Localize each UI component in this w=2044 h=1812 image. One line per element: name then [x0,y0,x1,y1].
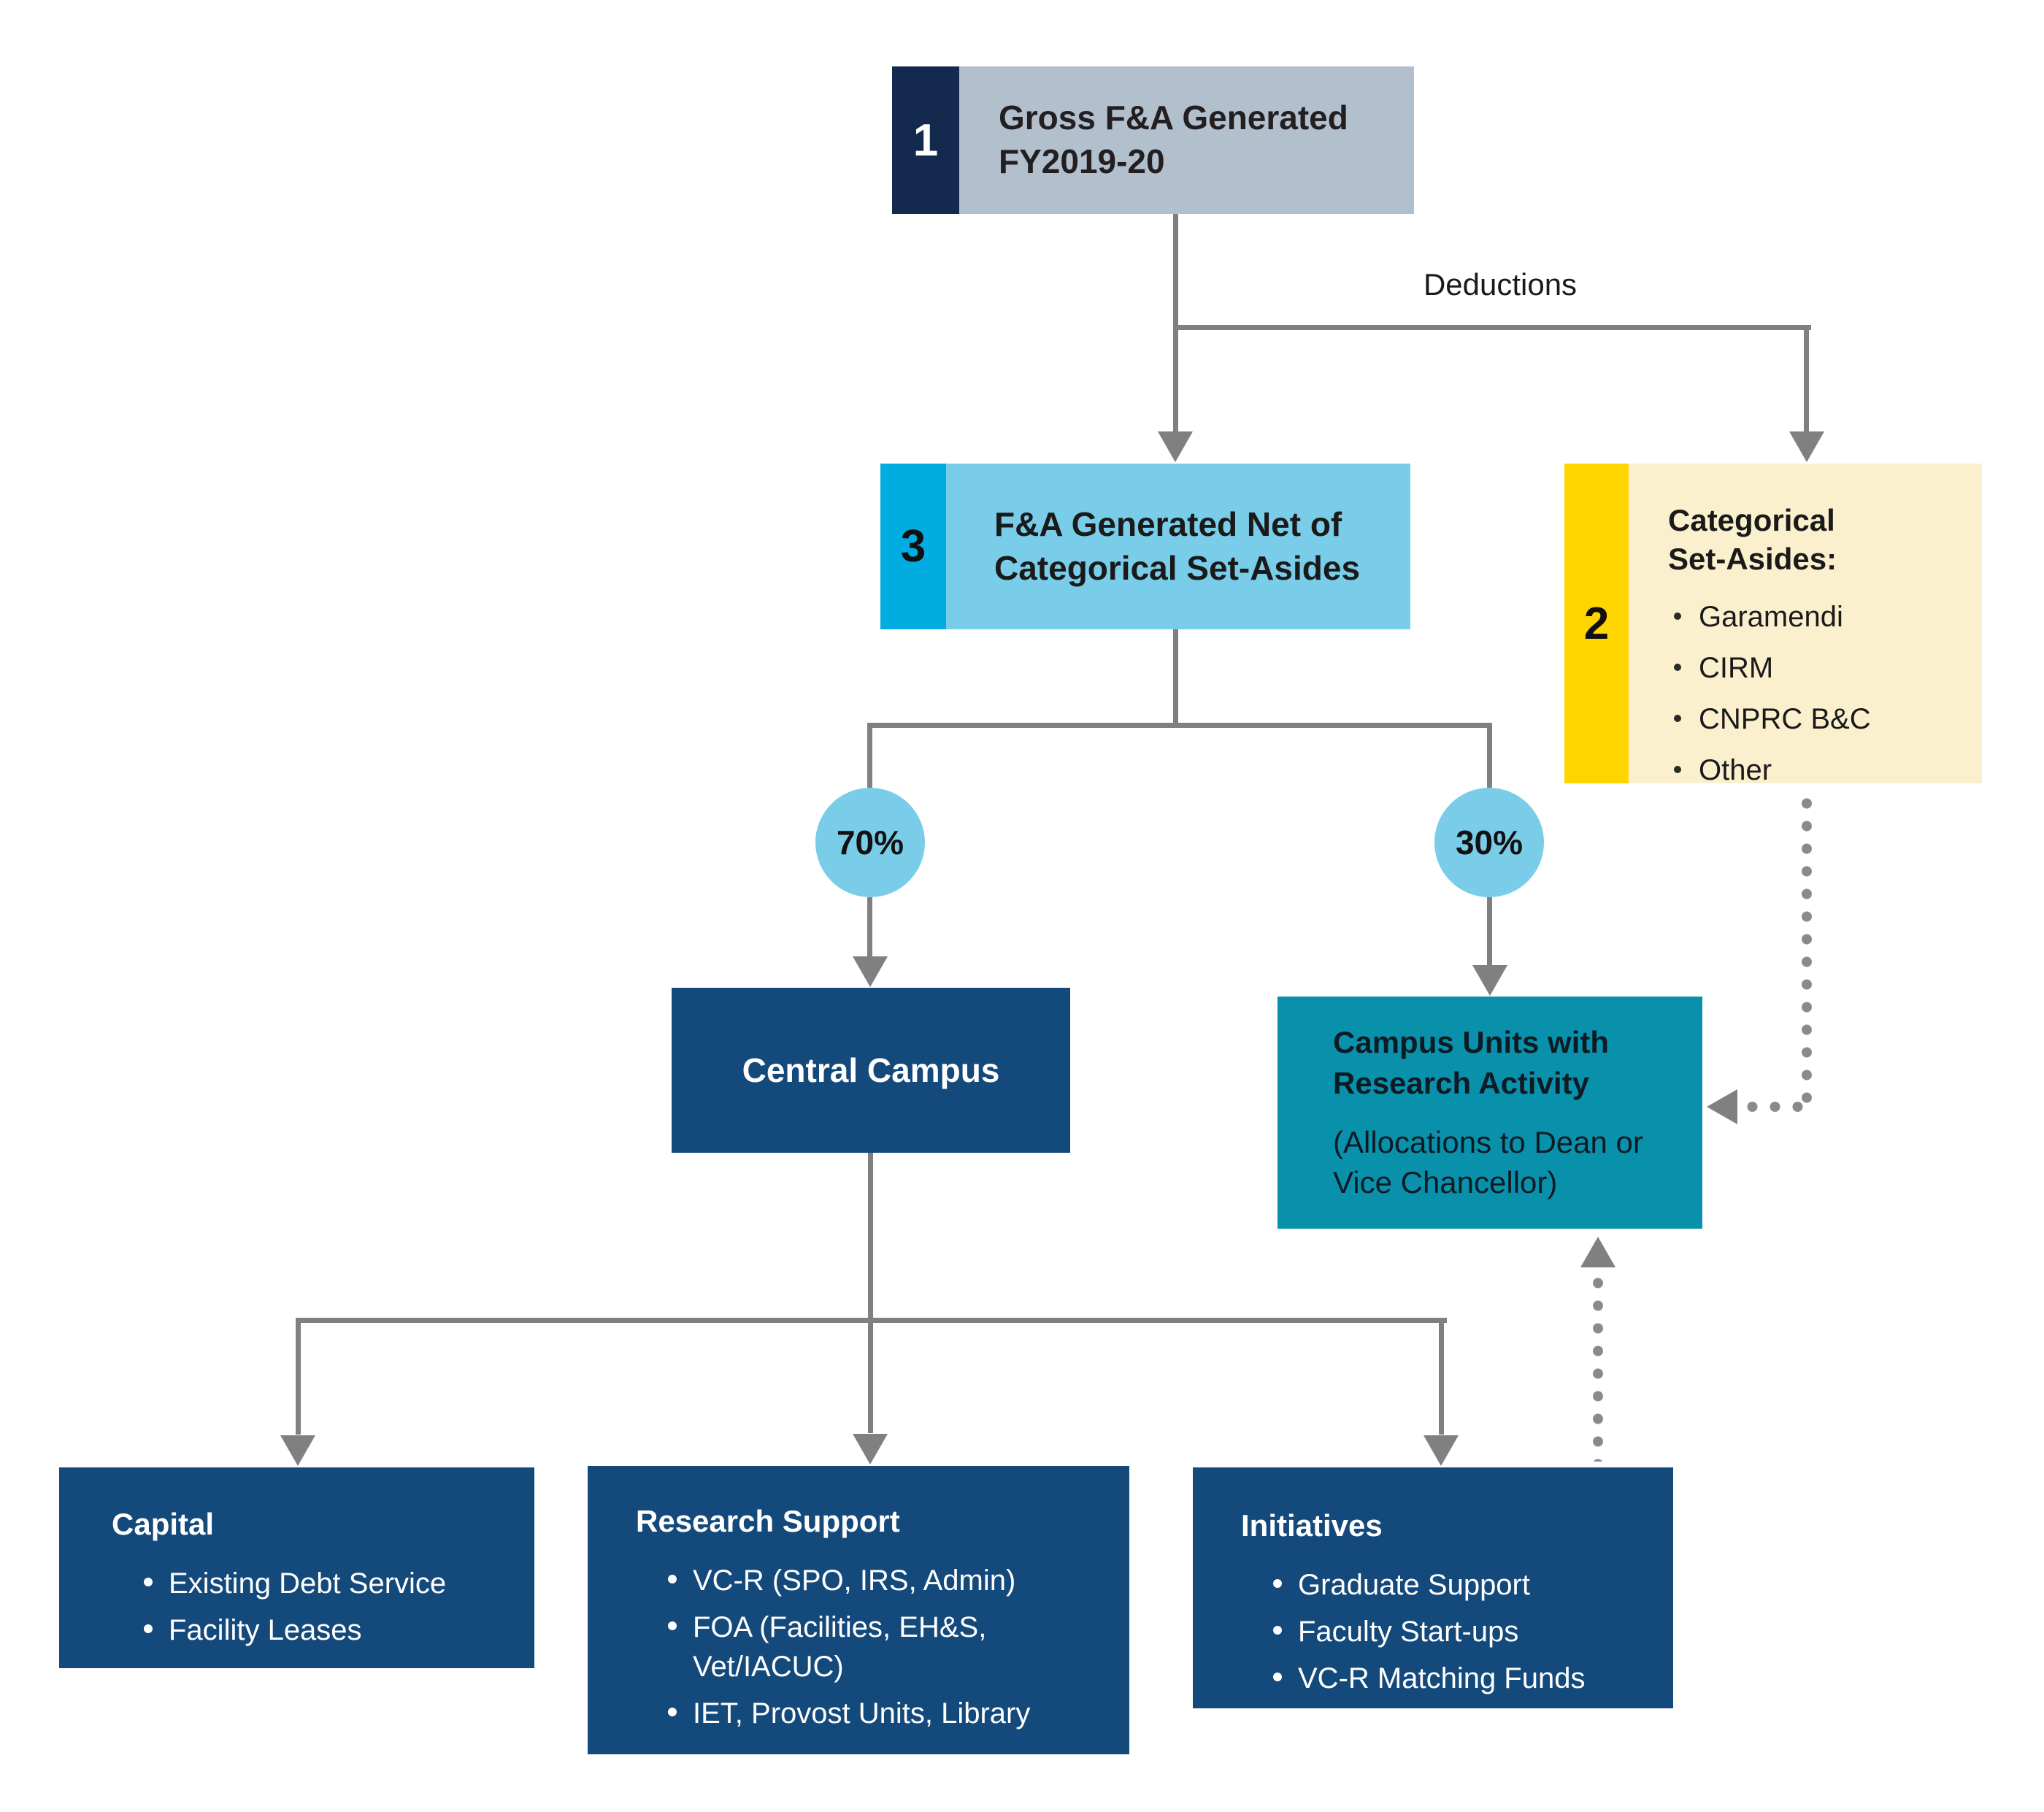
connector-to-30-vertical [1487,723,1492,788]
node-title: Gross F&A Generated FY2019-20 [999,99,1348,180]
bullet-item: CNPRC B&C [1668,699,1967,739]
node-gross-fa-generated [892,66,1414,214]
step-number-badge-2 [1564,464,1629,783]
node-subtitle: (Allocations to Dean or Vice Chancellor) [1333,1125,1643,1200]
deductions-label: Deductions [1423,267,1578,302]
step-number: 3 [900,521,926,572]
node-title: Categorical Set-Asides: [1668,503,1837,576]
step-number-badge-1 [892,66,959,214]
arrowhead-into-net-icon [1158,431,1193,462]
arrowhead-into-campus-units-icon [1472,965,1507,996]
capital-bullet-list [112,1564,534,1650]
dotted-initiatives-vertical [1593,1272,1603,1462]
dotted-set-asides-horizontal [1741,1102,1811,1112]
node-gross-body [959,66,1414,214]
node-central-campus [672,988,1070,1153]
connector-split-horizontal [867,723,1492,728]
step-number: 1 [912,115,939,166]
step-number: 2 [1583,598,1610,649]
arrowhead-into-initiatives-icon [1424,1435,1459,1466]
node-initiatives [1193,1467,1673,1708]
arrowhead-into-research-icon [853,1434,888,1464]
bullet-item: Faculty Start-ups [1267,1612,1673,1651]
bullet-item: VC-R (SPO, IRS, Admin) [662,1561,1115,1600]
connector-70-to-central-vertical [867,897,872,956]
node-categorical-set-asides [1564,464,1982,786]
arrowhead-into-capital-icon [280,1435,315,1466]
dotted-set-asides-vertical [1802,792,1812,1111]
bullet-item: Garamendi [1668,597,1967,637]
node-title: Research Support [636,1504,900,1538]
step-number-badge-3 [880,464,946,629]
node-campus-units-research-activity [1278,997,1702,1229]
connector-to-research-vertical [868,1318,873,1433]
node-capital [59,1467,534,1668]
dotted-arrowhead-left-icon [1707,1089,1737,1124]
research-support-bullet-list [636,1561,1115,1733]
arrowhead-into-set-asides-icon [1789,431,1824,462]
connector-to-70-vertical [867,723,872,788]
node-set-asides-body [1629,464,1982,786]
bullet-item: IET, Provost Units, Library [662,1694,1115,1733]
percent-label: 30% [1455,824,1524,861]
node-net-body [946,464,1410,629]
arrowhead-into-central-icon [853,956,888,987]
node-research-support [588,1466,1129,1754]
node-title: Campus Units with Research Activity [1333,1025,1610,1100]
connector-deductions-horizontal [1173,325,1811,330]
connector-deductions-vertical [1804,325,1809,431]
node-title: F&A Generated Net of Categorical Set-Asides [994,504,1361,587]
node-title: Central Campus [742,1051,1000,1089]
connector-to-capital-vertical [296,1318,301,1435]
percent-label: 70% [836,824,904,861]
bullet-item: VC-R Matching Funds [1267,1659,1673,1698]
bullet-item: FOA (Facilities, EH&S, Vet/IACUC) [662,1608,1115,1686]
connector-gross-to-net-vertical [1173,214,1178,431]
node-title: Capital [112,1507,215,1541]
connector-net-down-vertical [1173,629,1178,723]
split-70-percent-circle [815,788,925,897]
bullet-item: Facility Leases [138,1611,534,1650]
connector-central-down-vertical [868,1153,873,1318]
bullet-item: CIRM [1668,648,1967,688]
split-30-percent-circle [1434,788,1544,897]
dotted-arrowhead-up-icon [1580,1237,1615,1267]
bullet-item: Other [1668,750,1967,790]
set-asides-bullet-list [1668,597,1967,790]
node-title: Initiatives [1241,1508,1383,1543]
initiatives-bullet-list [1241,1565,1673,1698]
node-fa-net-of-set-asides [880,464,1399,629]
bullet-item: Graduate Support [1267,1565,1673,1605]
connector-to-initiatives-vertical [1439,1318,1444,1435]
connector-30-to-campus-units-vertical [1487,897,1492,965]
bullet-item: Existing Debt Service [138,1564,534,1603]
